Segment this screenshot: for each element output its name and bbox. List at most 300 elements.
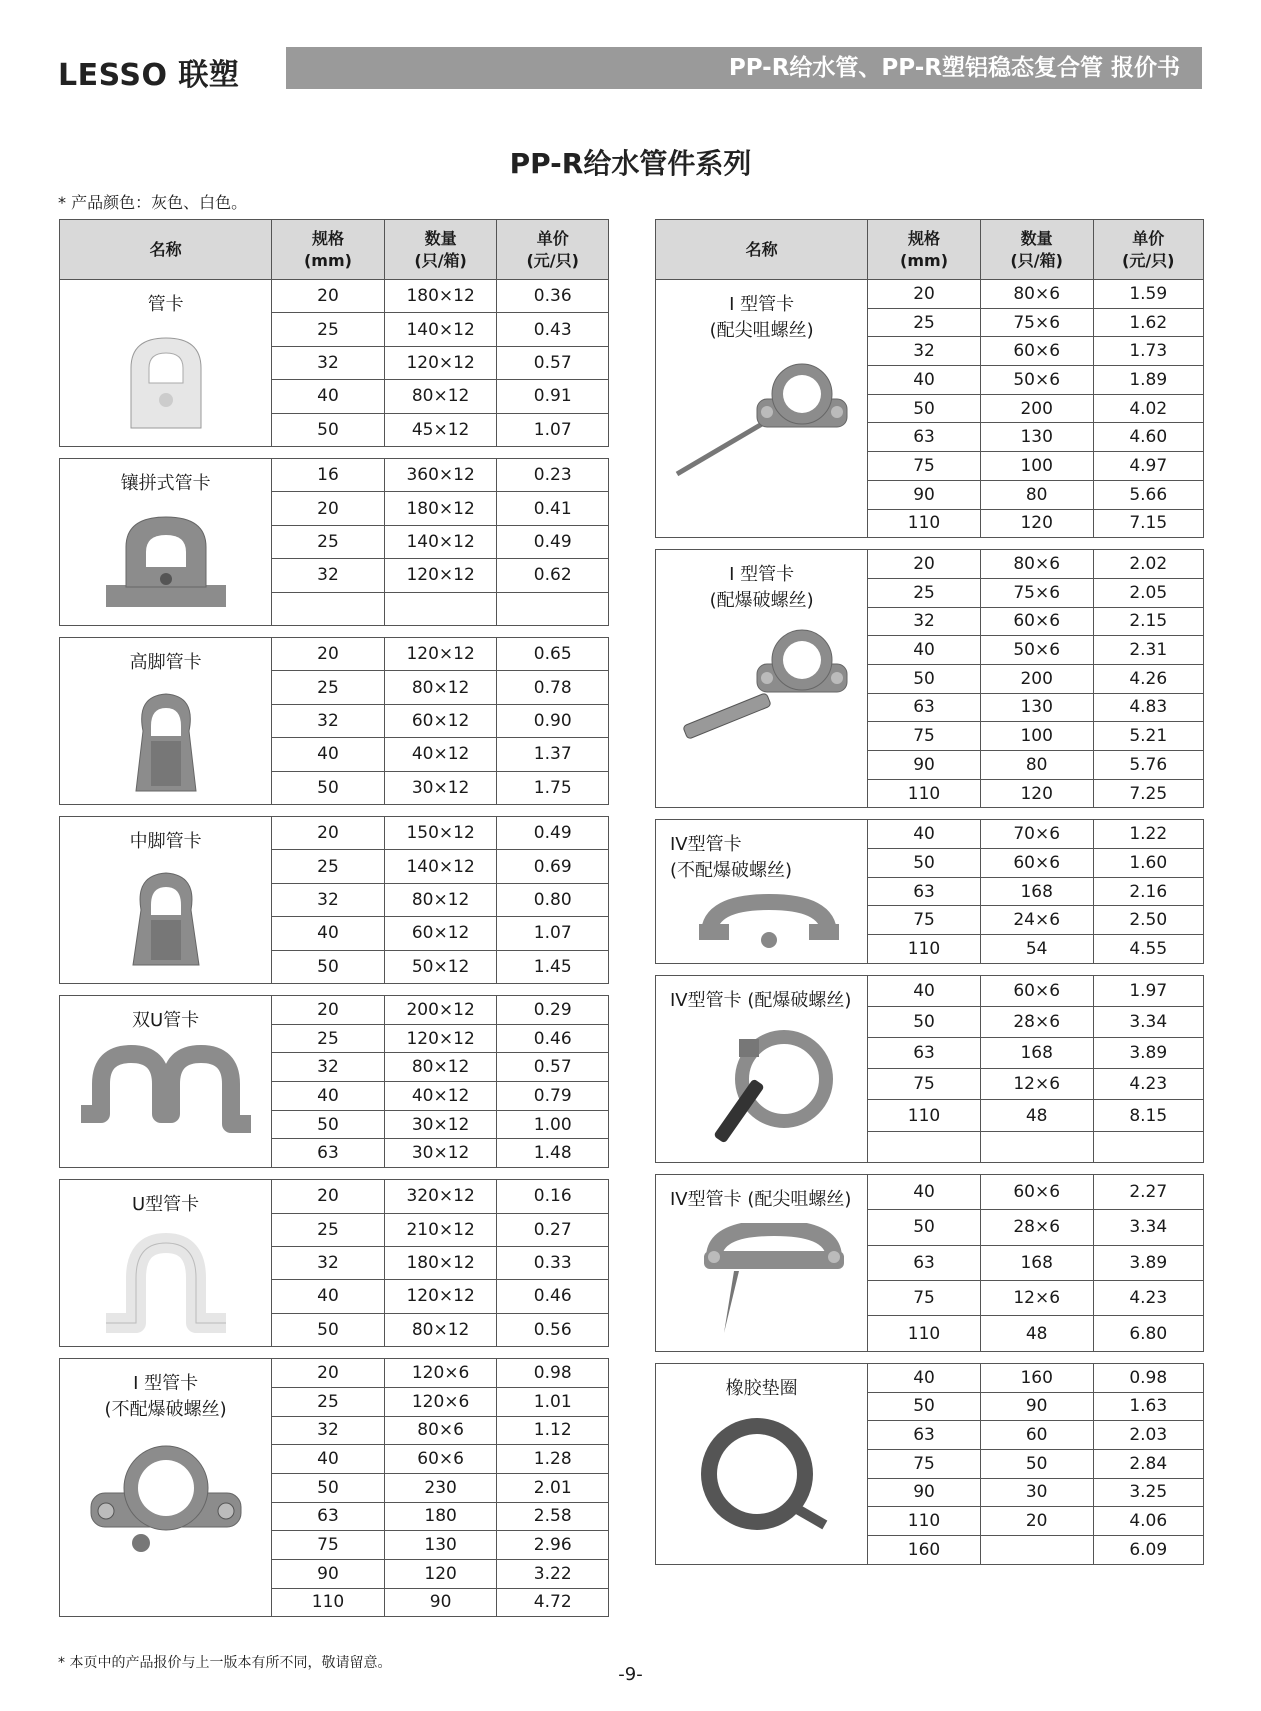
spec-cell: 40	[868, 820, 981, 849]
qty-cell: 100	[980, 722, 1093, 751]
price-cell: 2.05	[1093, 578, 1204, 607]
price-cell: 0.43	[497, 313, 609, 346]
product-name-cell	[656, 550, 868, 808]
qty-cell: 48	[980, 1100, 1093, 1131]
spec-cell: 110	[868, 1316, 981, 1351]
product-name: I 型管卡 (不配爆破螺丝)	[104, 1373, 227, 1421]
price-cell: 5.21	[1093, 722, 1204, 751]
spec-cell: 50	[272, 1110, 385, 1139]
qty-cell: 60×6	[980, 1174, 1093, 1209]
spec-cell: 20	[272, 996, 385, 1025]
price-cell: 1.75	[497, 771, 609, 804]
price-table-left-4	[59, 995, 609, 1168]
spec-cell: 50	[868, 394, 981, 423]
qty-cell: 30×12	[384, 1110, 497, 1139]
spec-cell: 40	[868, 1363, 981, 1392]
header-price: 单价 (元/只)	[497, 220, 609, 280]
spec-cell: 110	[272, 1588, 385, 1617]
qty-cell: 120×12	[384, 1280, 497, 1313]
price-cell: 0.57	[497, 346, 609, 379]
qty-cell: 168	[980, 877, 1093, 906]
price-table-right-4	[655, 1174, 1204, 1352]
price-cell: 0.56	[497, 1313, 609, 1346]
product-name: 橡胶垫圈	[725, 1377, 798, 1399]
spec-cell: 40	[868, 636, 981, 665]
spec-cell: 40	[272, 1280, 385, 1313]
price-cell: 1.07	[497, 413, 609, 446]
qty-cell: 40×12	[384, 738, 497, 771]
price-cell: 4.23	[1093, 1069, 1204, 1100]
price-cell: 1.37	[497, 738, 609, 771]
spec-cell: 90	[868, 480, 981, 509]
qty-cell: 40×12	[384, 1082, 497, 1111]
price-cell	[497, 592, 609, 625]
qty-cell	[384, 592, 497, 625]
product-name: IV型管卡 (配爆破螺丝)	[670, 989, 852, 1011]
spec-cell: 75	[868, 906, 981, 935]
spec-cell: 25	[272, 671, 385, 704]
price-cell: 1.01	[497, 1387, 609, 1416]
price-cell: 4.02	[1093, 394, 1204, 423]
qty-cell: 28×6	[980, 1210, 1093, 1245]
header-qty: 数量 (只/箱)	[384, 220, 497, 280]
qty-cell: 150×12	[384, 817, 497, 850]
price-cell: 4.97	[1093, 452, 1204, 481]
price-cell: 0.65	[497, 638, 609, 671]
product-name: U型管卡	[131, 1194, 200, 1216]
spec-cell: 20	[868, 280, 981, 309]
qty-cell: 60×6	[384, 1445, 497, 1474]
product-image	[60, 1044, 271, 1162]
spec-cell: 50	[868, 849, 981, 878]
qty-cell: 75×6	[980, 308, 1093, 337]
spec-cell: 63	[272, 1502, 385, 1531]
spec-cell: 50	[868, 1392, 981, 1421]
qty-cell: 50×12	[384, 950, 497, 983]
spec-cell: 25	[272, 1213, 385, 1246]
price-cell: 2.01	[497, 1473, 609, 1502]
qty-cell: 80×6	[384, 1416, 497, 1445]
qty-cell: 20	[980, 1507, 1093, 1536]
price-cell: 0.33	[497, 1246, 609, 1279]
price-table-left-2	[59, 637, 609, 805]
product-name-cell	[60, 280, 272, 447]
price-cell: 5.66	[1093, 480, 1204, 509]
qty-cell: 54	[980, 935, 1093, 964]
spec-cell: 90	[272, 1559, 385, 1588]
spec-cell: 32	[272, 883, 385, 916]
price-cell: 1.59	[1093, 280, 1204, 309]
spec-cell: 75	[868, 1449, 981, 1478]
spec-cell: 63	[868, 877, 981, 906]
product-image	[656, 354, 867, 492]
price-cell: 0.41	[497, 492, 609, 525]
qty-cell: 130	[384, 1531, 497, 1560]
qty-cell: 80	[980, 480, 1093, 509]
product-image	[670, 894, 867, 962]
qty-cell: 160	[980, 1363, 1093, 1392]
product-name-cell	[60, 1359, 272, 1617]
price-cell: 0.98	[497, 1359, 609, 1388]
header-qty: 数量 (只/箱)	[980, 220, 1093, 280]
price-cell: 3.34	[1093, 1006, 1204, 1037]
product-image	[60, 865, 271, 983]
qty-cell: 180×12	[384, 280, 497, 313]
product-name-cell	[60, 638, 272, 805]
price-cell: 0.46	[497, 1024, 609, 1053]
qty-cell: 168	[980, 1245, 1093, 1280]
qty-cell: 168	[980, 1038, 1093, 1069]
price-cell: 4.60	[1093, 423, 1204, 452]
header-name: 名称	[656, 220, 868, 280]
qty-cell: 120×12	[384, 559, 497, 592]
price-table-right-2	[655, 819, 1204, 963]
product-name: 镶拼式管卡	[120, 473, 211, 494]
qty-cell: 80×6	[980, 550, 1093, 579]
price-table-right-5	[655, 1363, 1204, 1565]
spec-cell: 110	[868, 779, 981, 808]
price-cell: 2.03	[1093, 1421, 1204, 1450]
price-cell: 4.55	[1093, 935, 1204, 964]
price-cell: 0.80	[497, 883, 609, 916]
price-cell: 0.98	[1093, 1363, 1204, 1392]
spec-cell: 75	[868, 722, 981, 751]
qty-cell: 12×6	[980, 1280, 1093, 1315]
price-cell: 1.89	[1093, 366, 1204, 395]
spec-cell: 90	[868, 751, 981, 780]
spec-cell: 16	[272, 459, 385, 492]
qty-cell: 230	[384, 1473, 497, 1502]
spec-cell: 20	[272, 817, 385, 850]
spec-cell: 63	[868, 423, 981, 452]
product-name-cell	[656, 975, 868, 1162]
table-row	[60, 1180, 609, 1213]
qty-cell: 50×6	[980, 636, 1093, 665]
qty-cell: 80×6	[980, 280, 1093, 309]
brand-logo: LESSO 联塑	[58, 58, 240, 93]
qty-cell: 48	[980, 1316, 1093, 1351]
spec-cell: 75	[868, 1069, 981, 1100]
spec-cell: 32	[272, 346, 385, 379]
product-name-cell	[60, 1180, 272, 1347]
price-table-left-1	[59, 458, 609, 626]
spec-cell: 32	[272, 704, 385, 737]
price-cell: 1.63	[1093, 1392, 1204, 1421]
price-cell: 0.69	[497, 850, 609, 883]
price-table-left-3	[59, 816, 609, 984]
qty-cell: 90	[980, 1392, 1093, 1421]
qty-cell: 120×6	[384, 1359, 497, 1388]
spec-cell: 40	[868, 1174, 981, 1209]
product-image	[60, 328, 271, 446]
spec-cell: 20	[272, 280, 385, 313]
qty-cell: 80×12	[384, 883, 497, 916]
price-cell: 4.26	[1093, 664, 1204, 693]
table-row	[656, 820, 1204, 849]
qty-cell: 200	[980, 394, 1093, 423]
table-row	[656, 975, 1204, 1006]
qty-cell	[980, 1131, 1093, 1162]
qty-cell	[980, 1535, 1093, 1564]
product-image	[60, 507, 271, 625]
product-name: 管卡	[147, 294, 184, 315]
qty-cell: 30×12	[384, 1139, 497, 1168]
product-name: 中脚管卡	[129, 831, 202, 852]
qty-cell: 80×12	[384, 1313, 497, 1346]
qty-cell: 90	[384, 1588, 497, 1617]
price-cell: 7.25	[1093, 779, 1204, 808]
qty-cell: 60×12	[384, 704, 497, 737]
price-cell: 0.90	[497, 704, 609, 737]
qty-cell: 320×12	[384, 1180, 497, 1213]
spec-cell: 40	[272, 738, 385, 771]
qty-cell: 60×6	[980, 975, 1093, 1006]
price-cell: 1.73	[1093, 337, 1204, 366]
price-cell	[1093, 1131, 1204, 1162]
spec-cell: 20	[272, 638, 385, 671]
qty-cell: 30	[980, 1478, 1093, 1507]
product-image	[60, 1228, 271, 1346]
price-cell: 1.00	[497, 1110, 609, 1139]
qty-cell: 180×12	[384, 1246, 497, 1279]
spec-cell: 25	[272, 313, 385, 346]
price-cell: 3.25	[1093, 1478, 1204, 1507]
price-cell: 1.48	[497, 1139, 609, 1168]
price-cell: 3.22	[497, 1559, 609, 1588]
page-number: -9-	[618, 1664, 643, 1685]
price-cell: 0.23	[497, 459, 609, 492]
qty-cell: 60×12	[384, 917, 497, 950]
price-table-left-0	[59, 219, 609, 447]
qty-cell: 120×6	[384, 1387, 497, 1416]
spec-cell: 40	[272, 380, 385, 413]
price-cell: 0.78	[497, 671, 609, 704]
qty-cell: 24×6	[980, 906, 1093, 935]
qty-cell: 140×12	[384, 313, 497, 346]
spec-cell: 25	[272, 1024, 385, 1053]
spec-cell: 40	[868, 975, 981, 1006]
qty-cell: 180	[384, 1502, 497, 1531]
spec-cell: 50	[272, 1313, 385, 1346]
right-price-column	[655, 219, 1204, 1565]
price-table-left-5	[59, 1179, 609, 1347]
qty-cell: 130	[980, 423, 1093, 452]
spec-cell: 20	[868, 550, 981, 579]
spec-cell: 32	[272, 1416, 385, 1445]
spec-cell: 40	[868, 366, 981, 395]
qty-cell: 12×6	[980, 1069, 1093, 1100]
qty-cell: 210×12	[384, 1213, 497, 1246]
price-cell: 0.49	[497, 525, 609, 558]
spec-cell: 50	[868, 664, 981, 693]
spec-cell	[868, 1131, 981, 1162]
price-cell: 0.62	[497, 559, 609, 592]
spec-cell: 110	[868, 1100, 981, 1131]
spec-cell: 63	[868, 1038, 981, 1069]
price-table-left-6	[59, 1358, 609, 1617]
price-cell: 1.60	[1093, 849, 1204, 878]
spec-cell: 50	[272, 950, 385, 983]
spec-cell: 25	[868, 308, 981, 337]
qty-cell: 80	[980, 751, 1093, 780]
price-cell: 1.07	[497, 917, 609, 950]
header-name: 名称	[60, 220, 272, 280]
product-name: IV型管卡 (不配爆破螺丝)	[670, 834, 793, 882]
price-cell: 1.12	[497, 1416, 609, 1445]
table-row	[60, 280, 609, 313]
qty-cell: 100	[980, 452, 1093, 481]
spec-cell	[272, 592, 385, 625]
price-table-right-0	[655, 219, 1204, 538]
table-row	[60, 1359, 609, 1388]
price-cell: 1.28	[497, 1445, 609, 1474]
price-cell: 2.31	[1093, 636, 1204, 665]
spec-cell: 50	[272, 771, 385, 804]
price-cell: 2.02	[1093, 550, 1204, 579]
qty-cell: 120	[384, 1559, 497, 1588]
price-cell: 0.46	[497, 1280, 609, 1313]
price-cell: 8.15	[1093, 1100, 1204, 1131]
product-name-cell	[656, 1363, 868, 1564]
price-cell: 3.34	[1093, 1210, 1204, 1245]
product-image	[670, 1024, 867, 1162]
price-cell: 1.62	[1093, 308, 1204, 337]
product-name: 双U管卡	[131, 1010, 200, 1031]
spec-cell: 32	[272, 1246, 385, 1279]
price-cell: 0.36	[497, 280, 609, 313]
qty-cell: 120×12	[384, 346, 497, 379]
spec-cell: 25	[272, 1387, 385, 1416]
qty-cell: 120×12	[384, 638, 497, 671]
product-name-cell	[656, 280, 868, 538]
spec-cell: 25	[272, 850, 385, 883]
product-image	[656, 1412, 867, 1550]
spec-cell: 50	[272, 1473, 385, 1502]
price-table-right-1	[655, 549, 1204, 808]
spec-cell: 110	[868, 509, 981, 538]
qty-cell: 130	[980, 693, 1093, 722]
header-banner: PP-R给水管、PP-R塑铝稳态复合管 报价书	[286, 47, 1202, 89]
price-cell: 0.29	[497, 996, 609, 1025]
qty-cell: 80×12	[384, 380, 497, 413]
price-cell: 0.57	[497, 1053, 609, 1082]
spec-cell: 63	[868, 693, 981, 722]
product-name: I 型管卡 (配爆破螺丝)	[709, 564, 814, 612]
price-cell: 2.27	[1093, 1174, 1204, 1209]
qty-cell: 120	[980, 509, 1093, 538]
table-row	[60, 996, 609, 1025]
product-image	[670, 1223, 867, 1351]
table-row	[60, 817, 609, 850]
qty-cell: 60×6	[980, 607, 1093, 636]
price-cell: 5.76	[1093, 751, 1204, 780]
qty-cell: 50×6	[980, 366, 1093, 395]
spec-cell: 63	[868, 1421, 981, 1450]
qty-cell: 50	[980, 1449, 1093, 1478]
price-cell: 3.89	[1093, 1245, 1204, 1280]
qty-cell: 75×6	[980, 578, 1093, 607]
spec-cell: 32	[868, 337, 981, 366]
price-cell: 0.91	[497, 380, 609, 413]
table-row	[656, 550, 1204, 579]
product-name: IV型管卡 (配尖咀螺丝)	[670, 1188, 852, 1210]
price-cell: 2.58	[497, 1502, 609, 1531]
spec-cell: 63	[868, 1245, 981, 1280]
price-cell: 4.83	[1093, 693, 1204, 722]
header-price: 单价 (元/只)	[1093, 220, 1204, 280]
spec-cell: 75	[868, 1280, 981, 1315]
footnote: * 本页中的产品报价与上一版本有所不同，敬请留意。	[58, 1655, 392, 1671]
qty-cell: 70×6	[980, 820, 1093, 849]
product-name-cell	[60, 996, 272, 1168]
product-name-cell	[60, 817, 272, 984]
qty-cell: 28×6	[980, 1006, 1093, 1037]
price-cell: 1.22	[1093, 820, 1204, 849]
qty-cell: 200	[980, 664, 1093, 693]
spec-cell: 75	[272, 1531, 385, 1560]
price-cell: 4.72	[497, 1588, 609, 1617]
spec-cell: 20	[272, 1180, 385, 1213]
spec-cell: 160	[868, 1535, 981, 1564]
qty-cell: 80×12	[384, 671, 497, 704]
spec-cell: 40	[272, 1445, 385, 1474]
qty-cell: 120×12	[384, 1024, 497, 1053]
spec-cell: 32	[272, 1053, 385, 1082]
price-cell: 0.27	[497, 1213, 609, 1246]
spec-cell: 20	[272, 492, 385, 525]
product-name-cell	[60, 459, 272, 626]
price-table-right-3	[655, 975, 1204, 1163]
spec-cell: 40	[272, 1082, 385, 1111]
qty-cell: 140×12	[384, 850, 497, 883]
price-cell: 6.09	[1093, 1535, 1204, 1564]
color-note: * 产品颜色：灰色、白色。	[58, 193, 248, 212]
price-cell: 6.80	[1093, 1316, 1204, 1351]
product-image	[656, 624, 867, 762]
product-image	[60, 686, 271, 804]
price-cell: 2.96	[497, 1531, 609, 1560]
spec-cell: 110	[868, 935, 981, 964]
table-row	[60, 638, 609, 671]
price-cell: 1.45	[497, 950, 609, 983]
spec-cell: 110	[868, 1507, 981, 1536]
price-cell: 2.16	[1093, 877, 1204, 906]
price-cell: 3.89	[1093, 1038, 1204, 1069]
qty-cell: 60	[980, 1421, 1093, 1450]
spec-cell: 50	[272, 413, 385, 446]
header-spec: 规格 (mm)	[272, 220, 385, 280]
product-name-cell	[656, 1174, 868, 1351]
product-image	[60, 1433, 271, 1571]
price-cell: 2.84	[1093, 1449, 1204, 1478]
spec-cell: 20	[272, 1359, 385, 1388]
table-row	[656, 1363, 1204, 1392]
price-cell: 2.15	[1093, 607, 1204, 636]
qty-cell: 140×12	[384, 525, 497, 558]
price-cell: 0.49	[497, 817, 609, 850]
qty-cell: 360×12	[384, 459, 497, 492]
spec-cell: 50	[868, 1210, 981, 1245]
spec-cell: 63	[272, 1139, 385, 1168]
header-spec: 规格 (mm)	[868, 220, 981, 280]
price-cell: 0.16	[497, 1180, 609, 1213]
price-cell: 1.97	[1093, 975, 1204, 1006]
price-cell: 2.50	[1093, 906, 1204, 935]
price-cell: 4.23	[1093, 1280, 1204, 1315]
left-price-column	[59, 219, 609, 1617]
qty-cell: 60×6	[980, 337, 1093, 366]
qty-cell: 30×12	[384, 771, 497, 804]
